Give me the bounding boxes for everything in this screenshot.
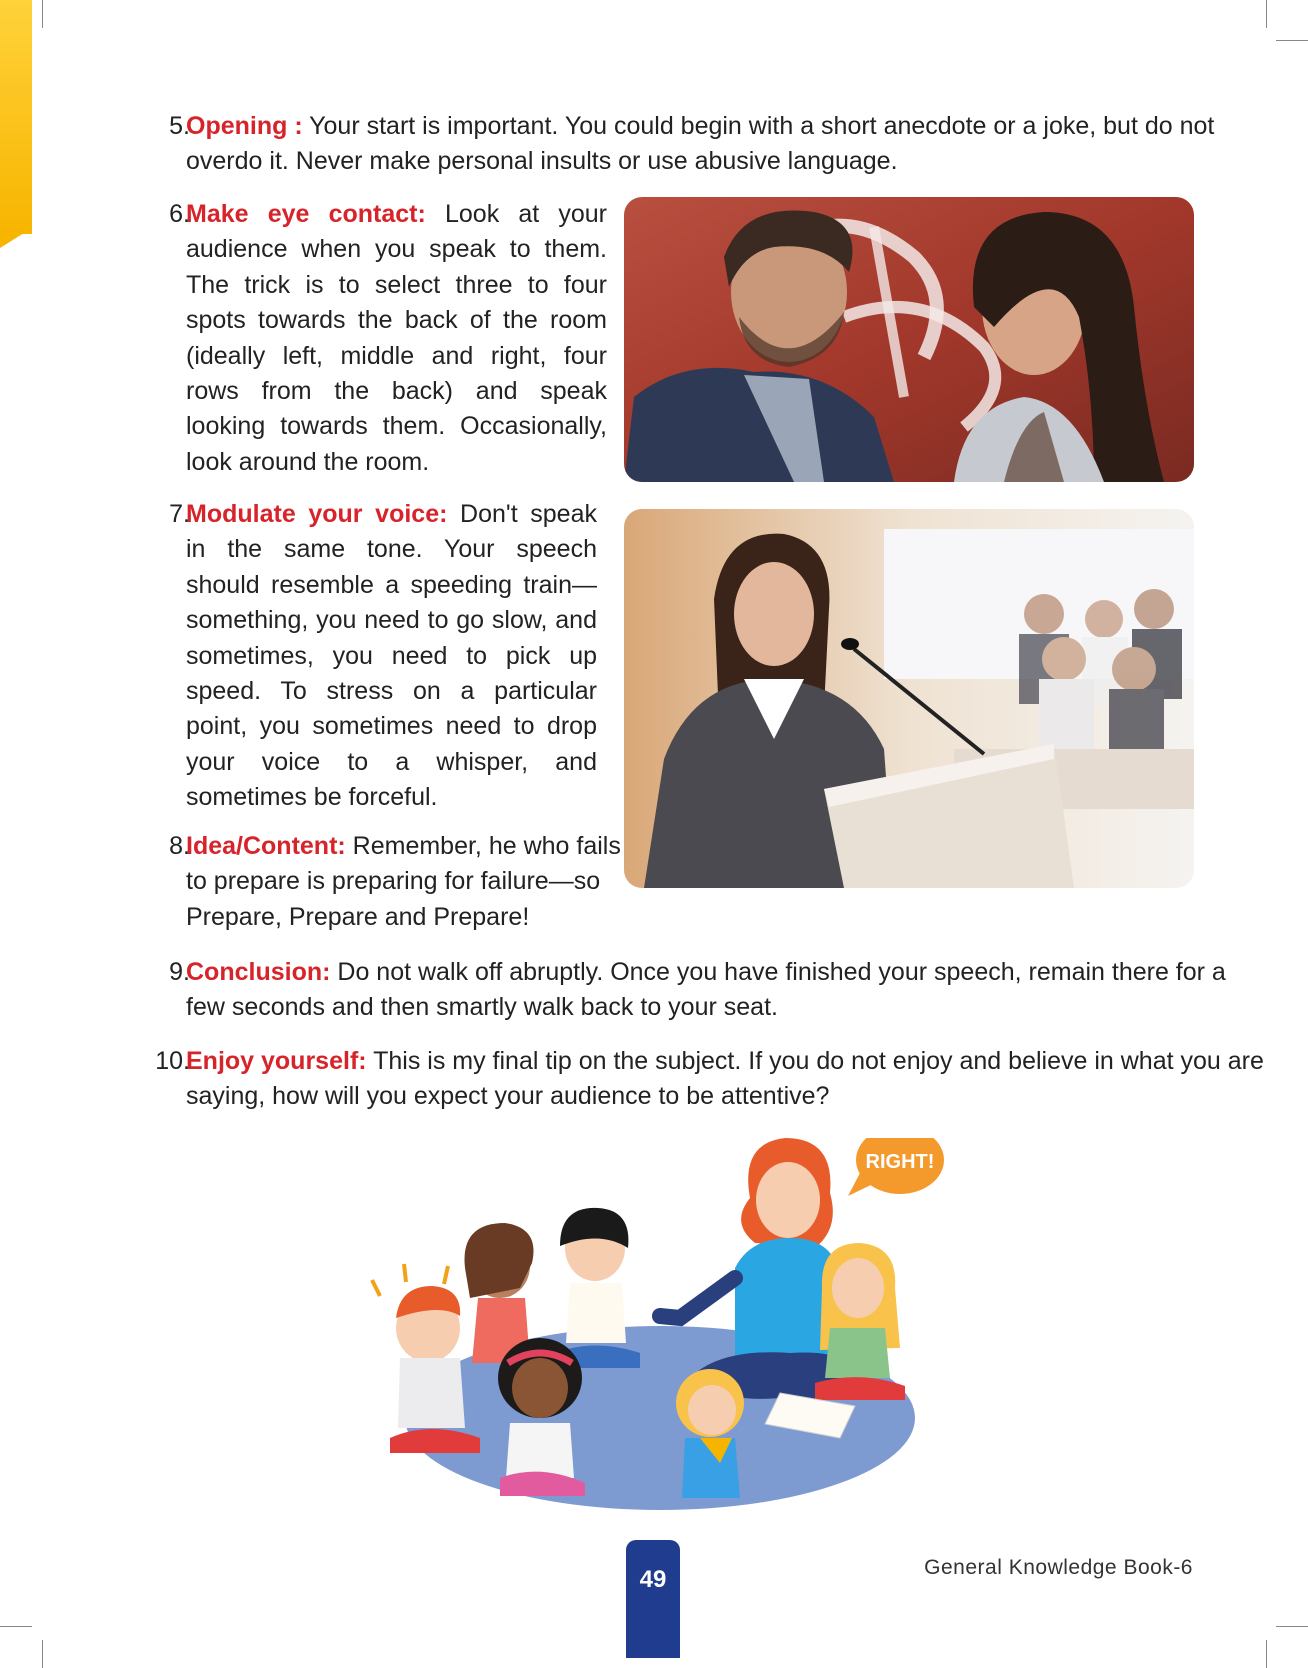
item-number: 9. [169,958,190,986]
item-body [186,829,646,935]
item-text: Your start is important. You could begin with a short anecdote or a joke, but do not overdo it. Never make personal insults or use abusive language. [186,112,1215,176]
crop-mark [1266,1640,1267,1668]
item-keyword: Make eye contact: [186,200,426,228]
chapter-color-tab [0,0,32,234]
speaker-podium-photo [624,509,1194,888]
crop-mark [42,0,43,28]
classroom-circle-illustration [360,1138,960,1528]
item-body [186,109,1266,180]
item-number: 7. [169,500,190,528]
crop-mark [0,1626,32,1627]
page-number: 49 [626,1540,680,1658]
item-body [186,197,607,480]
crop-mark [1276,1626,1308,1627]
item-body [186,955,1266,1026]
item-number: 10. [155,1047,190,1075]
item-keyword: Enjoy yourself: [186,1047,367,1075]
item-keyword: Modulate your voice: [186,500,448,528]
item-keyword: Opening : [186,112,303,140]
crop-mark [1276,40,1308,41]
item-number: 5. [169,112,190,140]
item-text: Look at your audience when you speak to them. The trick is to select three to four spots towards the back of the room (ideally left, middle and right, four rows from the back) and speak looking towards them. Occasionally, look around the room. [186,200,607,476]
book-title: General Knowledge Book-6 [924,1556,1193,1579]
item-text: Don't speak in the same tone. Your speech should resemble a speeding train—something, you need to go slow, and sometimes, you need to pick up speed. To stress on a particular point, you sometimes need to drop your voice to a whisper, and sometimes be forceful. [186,500,597,812]
item-keyword: Conclusion: [186,958,331,986]
item-keyword: Idea/Content: [186,832,346,860]
item-body [186,1044,1266,1115]
item-text: Remember, he who fails to prepare is preparing for failure—so Prepare, Prepare and Prepare! [186,832,621,931]
item-body [186,497,597,816]
item-number: 8. [169,832,190,860]
crop-mark [42,1640,43,1668]
crop-mark [1266,0,1267,28]
speech-bubble-text: RIGHT! [865,1151,935,1173]
item-text: Do not walk off abruptly. Once you have finished your speech, remain there for a few seconds and then smartly walk back to your seat. [186,958,1226,1022]
item-number: 6. [169,200,190,228]
item-text: This is my final tip on the subject. If you do not enjoy and believe in what you are saying, how will you expect your audience to be attentive? [186,1047,1264,1111]
eye-contact-photo [624,197,1194,482]
